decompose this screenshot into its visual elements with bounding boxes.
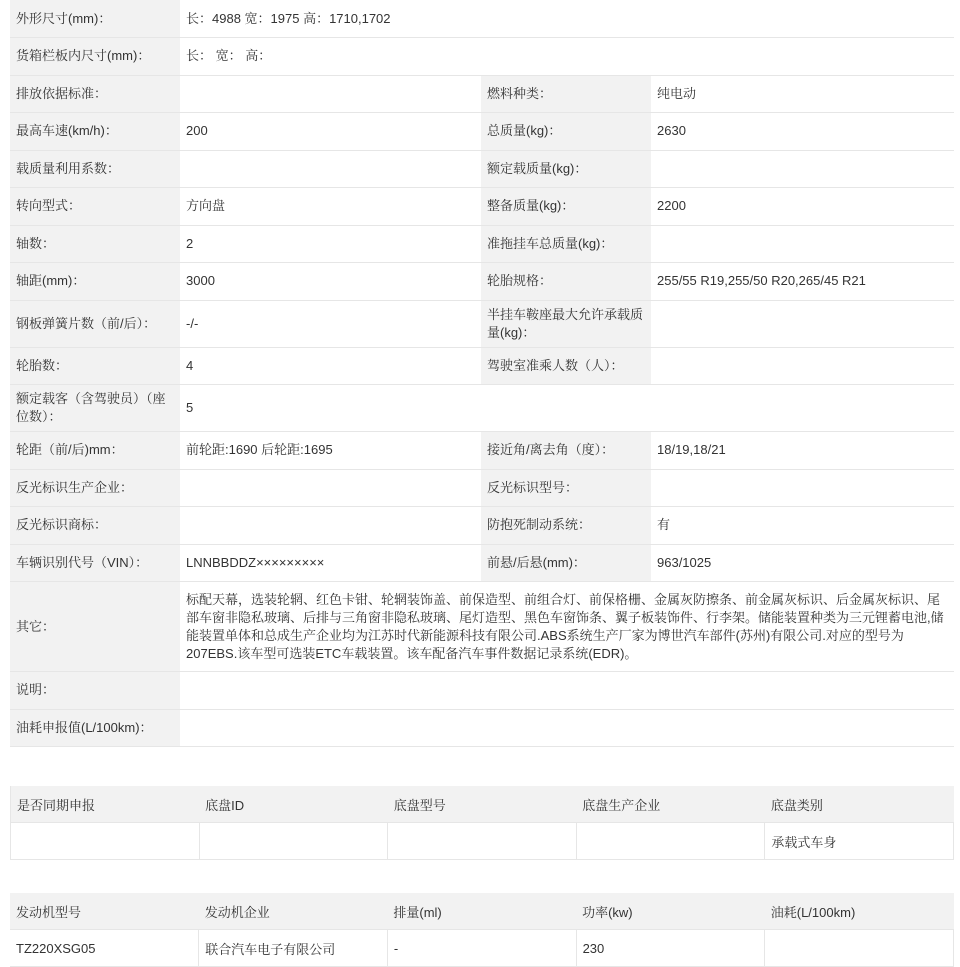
spec-value: 2 [180, 225, 481, 263]
spec-value [180, 672, 954, 710]
spec-row [10, 709, 954, 747]
spec-row [10, 113, 954, 151]
spec-label: 反光标识生产企业： [10, 469, 180, 507]
spec-label: 轮距（前/后)mm： [10, 432, 180, 470]
spec-value [180, 469, 481, 507]
spec-row [10, 469, 954, 507]
spec-row [10, 544, 954, 582]
table-cell [765, 930, 954, 967]
column-header: 功率(kw) [576, 893, 765, 930]
spec-row [10, 507, 954, 545]
vehicle-spec-table [10, 0, 954, 747]
spec-row [10, 432, 954, 470]
table-header-row [11, 786, 954, 823]
table-cell [199, 823, 388, 860]
spec-label: 接近角/离去角（度）： [481, 432, 651, 470]
spec-value: 方向盘 [180, 188, 481, 226]
table-cell: 承载式车身 [765, 823, 954, 860]
spec-row [10, 75, 954, 113]
spec-value: 前轮距:1690 后轮距:1695 [180, 432, 481, 470]
spec-row [10, 300, 954, 347]
table-cell [388, 823, 577, 860]
spec-label: 整备质量(kg)： [481, 188, 651, 226]
column-header: 油耗(L/100km) [765, 893, 954, 930]
spec-label: 反光标识型号： [481, 469, 651, 507]
spec-value: 200 [180, 113, 481, 151]
spec-label: 准拖挂车总质量(kg)： [481, 225, 651, 263]
spec-value [180, 150, 481, 188]
spec-value [180, 507, 481, 545]
column-header: 底盘ID [199, 786, 388, 823]
table-cell: 230 [576, 930, 765, 967]
spec-row [10, 263, 954, 301]
spec-label: 额定载客（含驾驶员）（座位数）： [10, 385, 180, 432]
table-cell [576, 823, 765, 860]
spec-label: 前悬/后悬(mm)： [481, 544, 651, 582]
spec-label: 最高车速(km/h)： [10, 113, 180, 151]
spec-row [10, 0, 954, 38]
spec-value [651, 469, 954, 507]
spec-value: 标配天幕，选装轮辋、红色卡钳、轮辋装饰盖、前保造型、前组合灯、前保格栅、金属灰防擦条、前金属灰标识、后金属灰标识、尾部车窗非隐私玻璃、后排与三角窗非隐私玻璃、尾灯造型、黑色车窗饰条、翼子板装饰件、行李架。储能装置种类为三元锂蓄电池,储能装置单体和总成生产企业均为江苏时代新能源科技有限公司.ABS系统生产厂家为博世汽车部件(苏州)有限公司.对应的型号为207EBS.该车型可选装ETC车载装置。该车配备汽车事件数据记录系统(EDR)。 [180, 582, 954, 672]
column-header: 发动机型号 [10, 893, 199, 930]
spec-value: 长：4988 宽：1975 高：1710,1702 [180, 0, 954, 38]
spec-value: LNNBBDDZ××××××××× [180, 544, 481, 582]
spec-value: 5 [180, 385, 954, 432]
spec-row [10, 38, 954, 76]
spec-row [10, 150, 954, 188]
spec-value: -/- [180, 300, 481, 347]
spec-label: 油耗申报值(L/100km)： [10, 709, 180, 747]
table-row [11, 823, 954, 860]
spec-label: 防抱死制动系统： [481, 507, 651, 545]
spec-value: 有 [651, 507, 954, 545]
spec-value: 2630 [651, 113, 954, 151]
spec-label: 排放依据标准： [10, 75, 180, 113]
spec-value: 18/19,18/21 [651, 432, 954, 470]
column-header: 底盘型号 [388, 786, 577, 823]
spec-label: 半挂车鞍座最大允许承载质量(kg)： [481, 300, 651, 347]
table-row [10, 930, 954, 967]
spec-value: 2200 [651, 188, 954, 226]
column-header: 底盘生产企业 [576, 786, 765, 823]
table-cell [11, 823, 200, 860]
table-cell: TZ220XSG05 [10, 930, 199, 967]
spec-label: 轴距(mm)： [10, 263, 180, 301]
spec-value: 3000 [180, 263, 481, 301]
spec-label: 轴数： [10, 225, 180, 263]
column-header: 排量(ml) [387, 893, 576, 930]
spec-value [651, 347, 954, 385]
spec-label: 轮胎数： [10, 347, 180, 385]
spec-label: 外形尺寸(mm)： [10, 0, 180, 38]
spec-row [10, 347, 954, 385]
spec-label: 钢板弹簧片数（前/后）： [10, 300, 180, 347]
spec-label: 驾驶室准乘人数（人）： [481, 347, 651, 385]
spec-label: 车辆识别代号（VIN）： [10, 544, 180, 582]
spec-value [180, 75, 481, 113]
spec-value: 长： 宽： 高： [180, 38, 954, 76]
spec-label: 载质量利用系数： [10, 150, 180, 188]
spec-value [180, 709, 954, 747]
column-header: 发动机企业 [199, 893, 388, 930]
spec-label: 轮胎规格： [481, 263, 651, 301]
spec-value: 纯电动 [651, 75, 954, 113]
table-cell: - [387, 930, 576, 967]
spec-row [10, 385, 954, 432]
spec-row [10, 582, 954, 672]
spec-label: 说明： [10, 672, 180, 710]
table-cell: 联合汽车电子有限公司 [199, 930, 388, 967]
spec-label: 反光标识商标： [10, 507, 180, 545]
spec-label: 燃料种类： [481, 75, 651, 113]
chassis-table [10, 786, 954, 860]
spec-label: 转向型式： [10, 188, 180, 226]
spec-value: 4 [180, 347, 481, 385]
column-header: 底盘类别 [765, 786, 954, 823]
spec-row [10, 225, 954, 263]
column-header: 是否同期申报 [11, 786, 200, 823]
spec-label: 总质量(kg)： [481, 113, 651, 151]
table-header-row [10, 893, 954, 930]
spec-label: 其它： [10, 582, 180, 672]
engine-table [10, 893, 954, 967]
spec-label: 额定载质量(kg)： [481, 150, 651, 188]
spec-value [651, 300, 954, 347]
spec-row [10, 672, 954, 710]
spec-value: 963/1025 [651, 544, 954, 582]
spec-label: 货箱栏板内尺寸(mm)： [10, 38, 180, 76]
spec-value [651, 150, 954, 188]
spec-row [10, 188, 954, 226]
spec-value [651, 225, 954, 263]
spec-value: 255/55 R19,255/50 R20,265/45 R21 [651, 263, 954, 301]
